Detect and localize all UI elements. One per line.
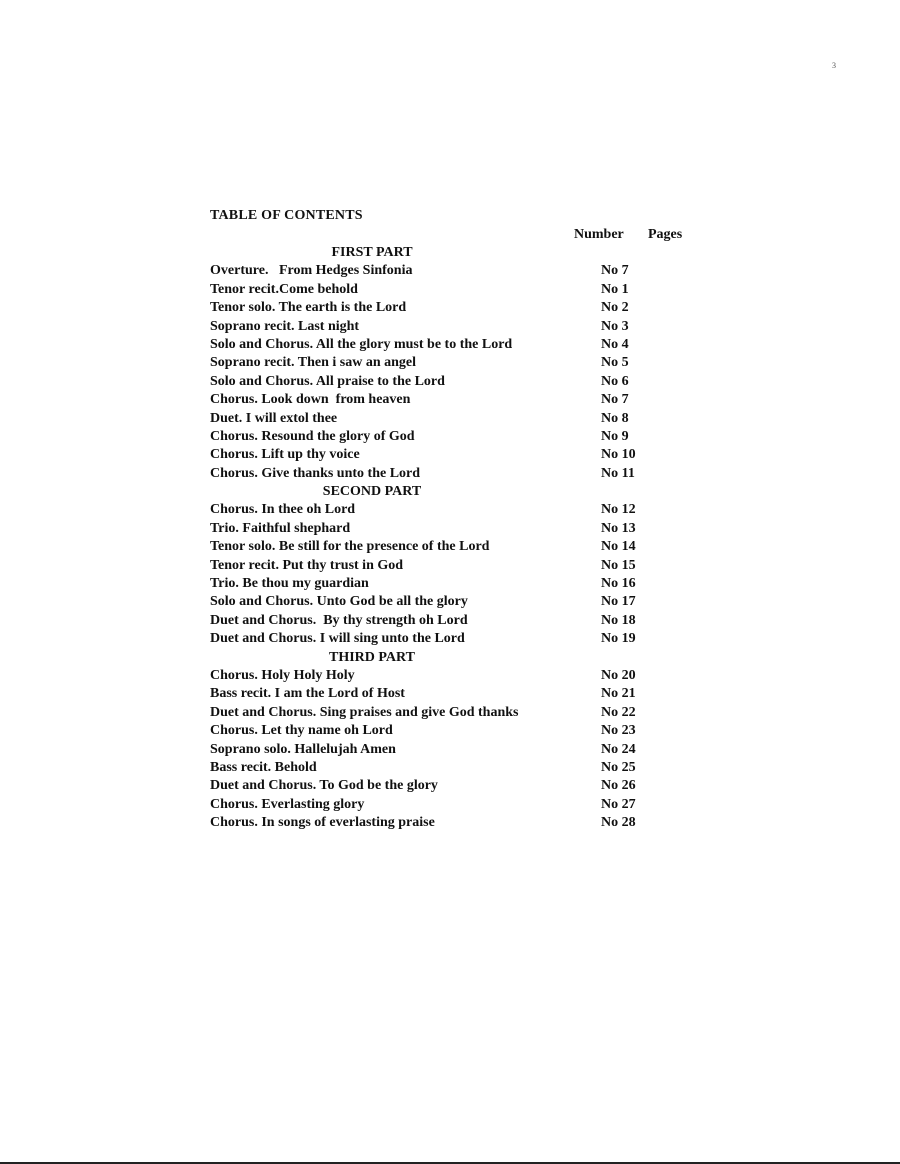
entry-number: No 24	[601, 741, 636, 757]
table-of-contents	[210, 206, 710, 833]
entry-number: No 18	[601, 612, 636, 628]
toc-entry	[210, 741, 710, 759]
entry-title: Solo and Chorus. All the glory must be to the Lord	[210, 336, 513, 352]
toc-entry	[210, 281, 710, 299]
entry-number: No 14	[601, 539, 636, 555]
toc-entry	[210, 796, 710, 814]
entry-number: No 17	[601, 594, 636, 610]
entry-number: No 23	[601, 723, 636, 739]
entry-title: Soprano recit. Then i saw an angel	[210, 355, 417, 371]
column-header-number: Number	[574, 227, 624, 242]
entry-number: No 19	[601, 631, 636, 647]
entry-number: No 7	[601, 263, 629, 279]
toc-entry	[210, 520, 710, 538]
entry-title: Tenor recit.Come behold	[210, 281, 358, 297]
entry-title: Chorus. In thee oh Lord	[210, 502, 356, 518]
entry-title: Chorus. Look down from heaven	[210, 392, 411, 408]
toc-entry	[210, 575, 710, 593]
entry-number: No 6	[601, 373, 629, 389]
entry-number: No 10	[601, 447, 636, 463]
entry-number: No 11	[601, 465, 635, 481]
entry-title: Soprano recit. Last night	[210, 318, 360, 334]
toc-entry	[210, 410, 710, 428]
entry-title: Chorus. Let thy name oh Lord	[210, 723, 393, 739]
entry-title: Bass recit. Behold	[210, 759, 317, 775]
toc-entry	[210, 428, 710, 446]
toc-entry	[210, 336, 710, 354]
entry-title: Chorus. Everlasting glory	[210, 796, 365, 812]
entry-number: No 12	[601, 502, 636, 518]
entry-number: No 3	[601, 318, 629, 334]
entry-number: No 4	[601, 336, 629, 352]
toc-entry	[210, 299, 710, 317]
toc-entry	[210, 777, 710, 795]
toc-entry	[210, 704, 710, 722]
entry-number: No 27	[601, 796, 636, 812]
entry-number: No 2	[601, 300, 629, 316]
entry-number: No 28	[601, 815, 636, 831]
toc-entry	[210, 318, 710, 336]
section-third-part	[210, 649, 710, 833]
toc-entry	[210, 685, 710, 703]
toc-entry	[210, 465, 710, 483]
entry-title: Solo and Chorus. Unto God be all the glory	[210, 594, 468, 610]
entry-number: No 5	[601, 355, 629, 371]
section-first-part	[210, 244, 710, 483]
section-second-part	[210, 483, 710, 649]
toc-entry	[210, 501, 710, 519]
entry-number: No 15	[601, 557, 636, 573]
entry-number: No 21	[601, 686, 636, 702]
entry-title: Tenor solo. Be still for the presence of the Lord	[210, 539, 490, 555]
toc-entry	[210, 354, 710, 372]
entry-title: Trio. Be thou my guardian	[210, 576, 369, 592]
entry-number: No 7	[601, 392, 629, 408]
entry-number: No 8	[601, 410, 629, 426]
toc-entry	[210, 373, 710, 391]
toc-entry	[210, 759, 710, 777]
toc-entry	[210, 391, 710, 409]
toc-entry	[210, 538, 710, 556]
entry-number: No 22	[601, 704, 636, 720]
entry-number: No 13	[601, 520, 636, 536]
toc-entry	[210, 612, 710, 630]
toc-entry	[210, 593, 710, 611]
toc-entry	[210, 630, 710, 648]
entry-title: Chorus. Holy Holy Holy	[210, 667, 355, 683]
entry-title: Solo and Chorus. All praise to the Lord	[210, 373, 445, 389]
page-number: 3	[832, 61, 836, 70]
entry-number: No 26	[601, 778, 636, 794]
column-header-pages: Pages	[648, 227, 683, 242]
entry-title: Bass recit. I am the Lord of Host	[210, 686, 405, 702]
entry-title: Duet and Chorus. Sing praises and give God thanks	[210, 704, 519, 720]
entry-title: Chorus. In songs of everlasting praise	[210, 815, 435, 831]
entry-title: Soprano solo. Hallelujah Amen	[210, 741, 396, 757]
entry-title: Chorus. Resound the glory of God	[210, 428, 415, 444]
entry-title: Chorus. Lift up thy voice	[210, 447, 360, 463]
entry-title: Chorus. Give thanks unto the Lord	[210, 465, 421, 481]
toc-entry	[210, 814, 710, 832]
toc-entry	[210, 667, 710, 685]
entry-number: No 1	[601, 281, 629, 297]
entry-title: Tenor solo. The earth is the Lord	[210, 300, 407, 316]
entry-title: Duet and Chorus. By thy strength oh Lord	[210, 612, 468, 628]
toc-title: TABLE OF CONTENTS	[210, 208, 363, 223]
toc-entry	[210, 722, 710, 740]
toc-entry	[210, 262, 710, 280]
entry-number: No 25	[601, 759, 636, 775]
entry-number: No 20	[601, 667, 636, 683]
entry-title: Trio. Faithful shephard	[210, 520, 351, 536]
entry-number: No 9	[601, 428, 629, 444]
section-heading: SECOND PART	[322, 484, 422, 500]
section-heading: THIRD PART	[329, 649, 415, 665]
entry-title: Tenor recit. Put thy trust in God	[210, 557, 404, 573]
entry-title: Overture. From Hedges Sinfonia	[210, 263, 413, 279]
section-heading: FIRST PART	[331, 245, 413, 260]
entry-title: Duet. I will extol thee	[210, 410, 338, 426]
column-headers	[210, 225, 710, 244]
entry-number: No 16	[601, 576, 636, 592]
toc-entry	[210, 446, 710, 464]
toc-entry	[210, 557, 710, 575]
entry-title: Duet and Chorus. I will sing unto the Lord	[210, 631, 465, 647]
entry-title: Duet and Chorus. To God be the glory	[210, 778, 438, 794]
